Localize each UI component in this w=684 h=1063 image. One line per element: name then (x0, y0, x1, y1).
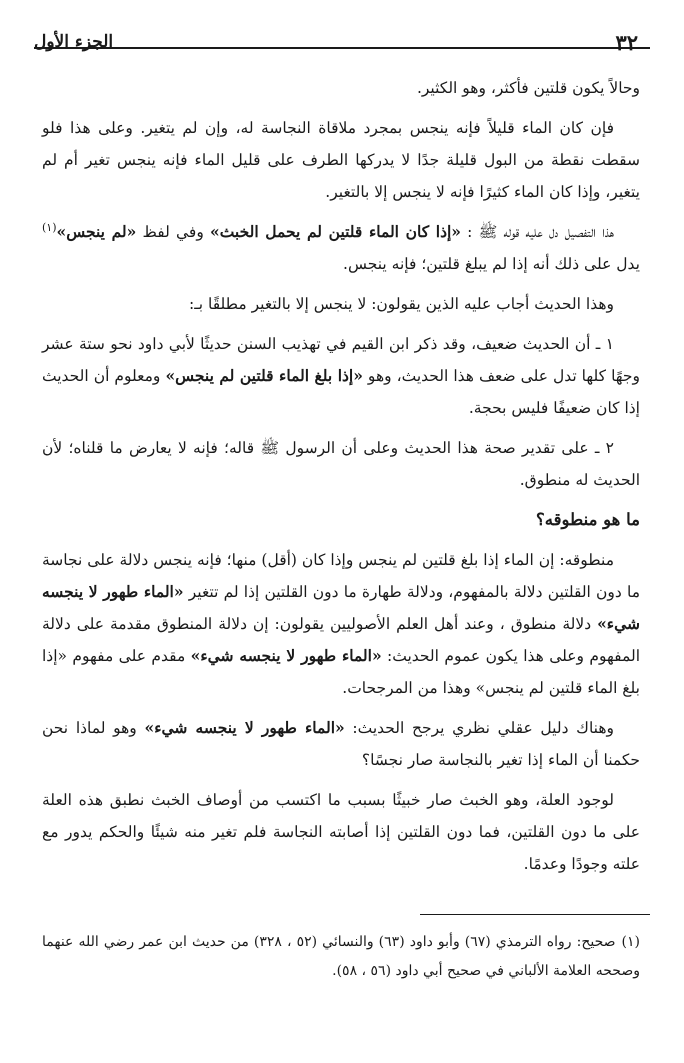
footnote-1 (42, 928, 640, 986)
list-item-1-part2: ومعلوم أن الحديث إذا كان ضعيفًا فليس بحجة. (42, 367, 640, 417)
list-item-2: ٢ ـ على تقدير صحة هذا الحديث وعلى أن الرسول ﷺ قاله؛ فإنه لا يعارض ما قلناه؛ لأن الحديث له منطوق. (42, 439, 640, 489)
hadith-quote-lam-yanjus: «لم ينجس» (56, 222, 137, 241)
hadith-quote-qullatayn: «إذا كان الماء قلتين لم يحمل الخبث» (210, 222, 461, 241)
paragraph-3-part1: هذا التفصيل دل عليه قوله ﷺ : (461, 223, 614, 241)
paragraph-7: لوجود العلة، وهو الخبث صار خبيثًا بسبب ما اكتسب من أوصاف الخبث نطبق هذه العلة على ما دون القلتين، فما دون القلتين إذا أصابته النجاسة فلم تغير منه شيئًا والحكم يدور مع علته وجودًا وعدمًا. (42, 791, 640, 873)
footnote-1-marker: (١) (621, 934, 640, 950)
hadith-quote-balagha: «إذا بلغ الماء قلتين لم ينجس» (165, 366, 363, 385)
paragraph-3-part3: يدل على ذلك أنه إذا لم يبلغ قلتين؛ فإنه ينجس. (343, 255, 640, 273)
paragraph-2: فإن كان الماء قليلاً فإنه ينجس بمجرد ملاقاة النجاسة له، وإن لم يتغير. وعلى هذا فلو سقطت نقطة من البول قليلة جدًا لا يدركها الطرف على قليل الماء فإنه ينجس تغير أم لم يتغير، وإذا كان الماء كثيرًا فإنه لا ينجس إلا بالتغير. (42, 119, 640, 201)
paragraph-1: وحالاً يكون قلتين فأكثر، وهو الكثير. (416, 79, 640, 97)
hadith-quote-tahur-2: «الماء طهور لا ينجسه شيء» (190, 646, 382, 665)
list-item-1-part1: ١ ـ أن الحديث ضعيف، وقد ذكر ابن القيم في تهذيب السنن حديثًا لأبي داود نحو ستة عشر وجهًا كلها تدل على ضعف هذا الحديث، وهو (42, 335, 640, 385)
footnote-reference[interactable]: (١) (42, 220, 57, 234)
hadith-quote-tahur-1: «الماء طهور لا ينجسه شيء» (42, 582, 640, 633)
paragraph-5-part3: مقدم على مفهوم «إذا بلغ الماء قلتين لم ينجس» وهذا من المرجحات. (42, 647, 640, 697)
page-header (34, 30, 650, 60)
footnote-1-text: صحيح: رواه الترمذي (٦٧) وأبو داود (٦٣) والنسائي (٥٢ ، ٣٢٨) من حديث ابن عمر رضي الله عنهما وصححه العلامة الألباني في صحيح أبي داود (٥٦ ، ٥٨). (42, 934, 640, 979)
paragraph-4: وهذا الحديث أجاب عليه الذين يقولون: لا ينجس إلا بالتغير مطلقًا بـ: (188, 295, 614, 313)
subheading: ما هو منطوقه؟ (536, 510, 640, 529)
paragraph-5-part2: دلالة منطوق ، وعند أهل العلم الأصوليين يقولون: إن دلالة المنطوق مقدمة على دلالة المفهوم وعلى هذا يكون عموم الحديث: (42, 615, 640, 665)
paragraph-6 (42, 712, 640, 776)
paragraph-5-part1: منطوقه: إن الماء إذا بلغ قلتين لم ينجس وإذا كان (أقل) منها؛ فإنه ينجس دلالة على نجاسة ما دون القلتين دلالة بالمفهوم، ودلالة طهارة ما دون القلتين إذا لم تتغير (42, 551, 640, 601)
paragraph-6-part2: وهو لماذا نحن حكمنا أن الماء إذا تغير بالنجاسة صار نجسًا؟ (42, 719, 640, 769)
paragraph-5 (42, 544, 640, 704)
header-rule (34, 47, 650, 49)
paragraph-3 (42, 216, 640, 280)
running-title: الجزء الأول (34, 32, 114, 52)
footnote-rule (420, 914, 650, 915)
list-item-1 (42, 328, 640, 424)
paragraph-3-part2: وفي لفظ (136, 223, 210, 241)
paragraph-6-part1: وهناك دليل عقلي نظري يرجح الحديث: (344, 719, 615, 737)
footnotes (42, 928, 640, 986)
page-number: ٣٢ (615, 30, 638, 55)
hadith-quote-tahur-3: «الماء طهور لا ينجسه شيء» (144, 718, 345, 737)
main-text (42, 72, 640, 888)
